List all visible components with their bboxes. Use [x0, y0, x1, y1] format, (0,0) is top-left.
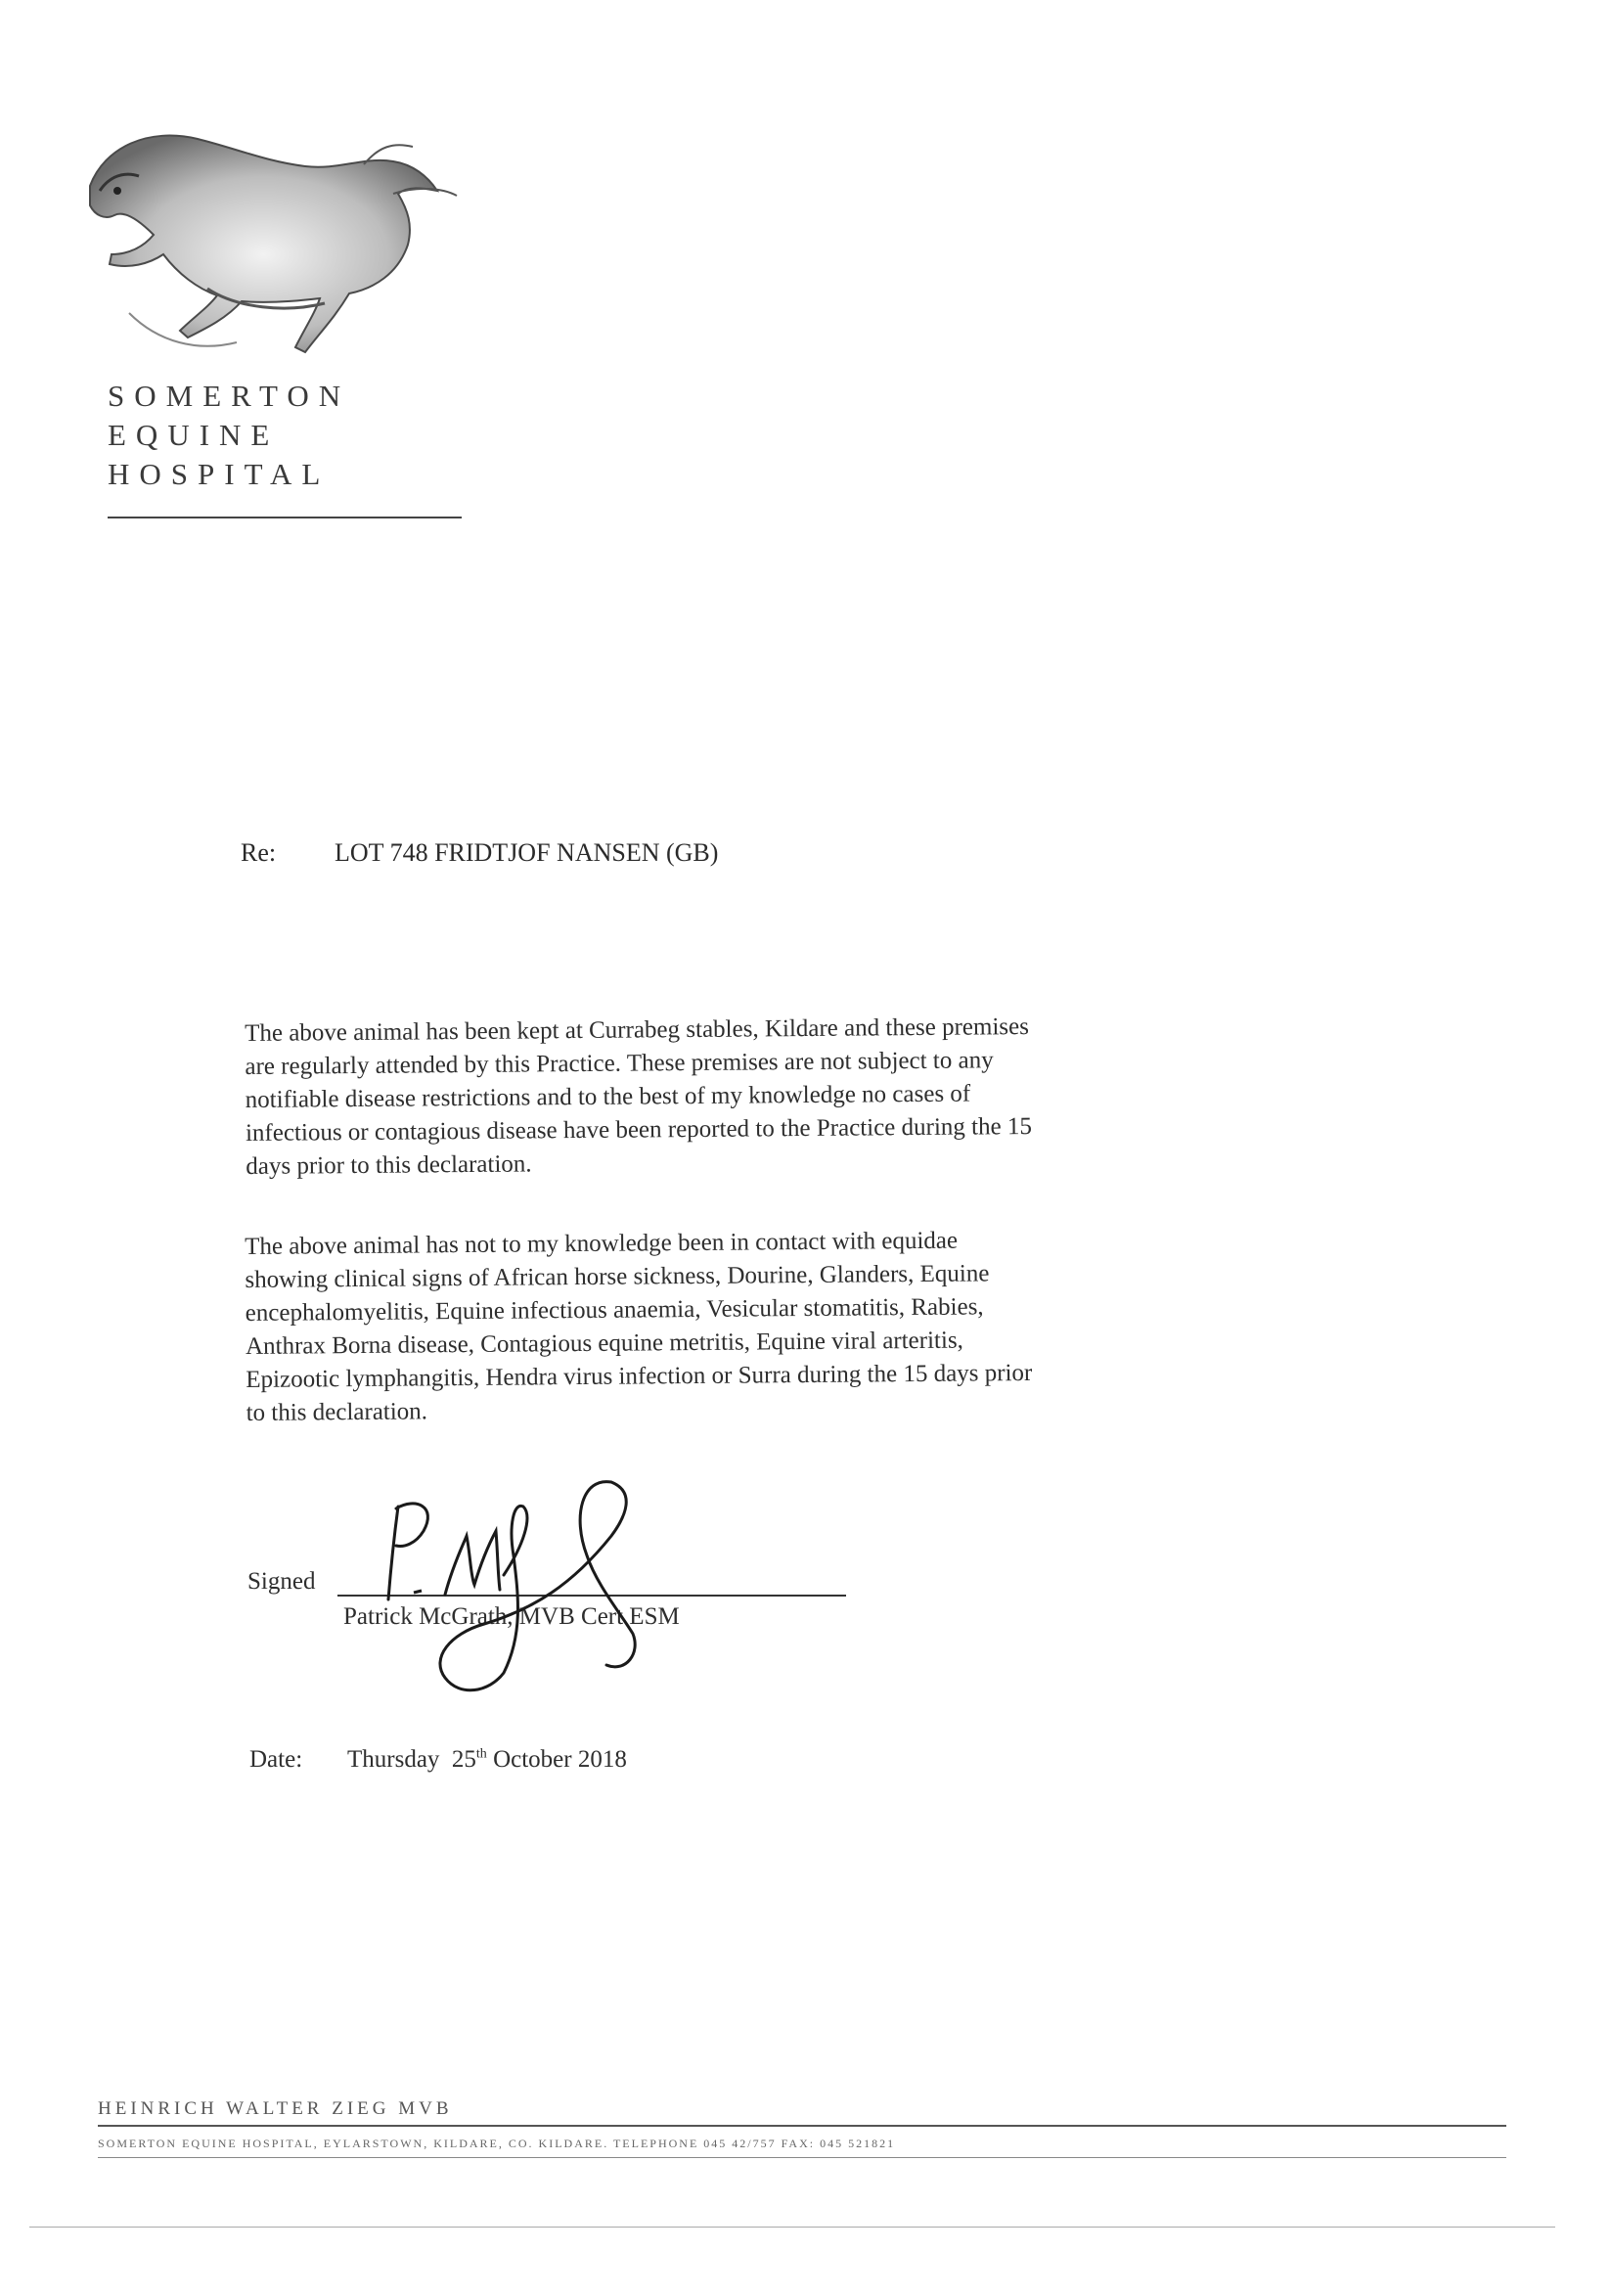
handwritten-signature: [377, 1477, 748, 1702]
paragraph-line: Anthrax Borna disease, Contagious equine metritis, Equine viral arteritis,: [245, 1327, 963, 1360]
hospital-name-line: SOMERTON: [108, 379, 351, 413]
paragraph-line: The above animal has not to my knowledge been in contact with equidae: [245, 1227, 959, 1260]
paragraph-line: The above animal has been kept at Currabeg stables, Kildare and these premises: [245, 1013, 1030, 1047]
letterhead-logo: [70, 117, 462, 372]
paragraph-line: to this declaration.: [246, 1398, 428, 1426]
paragraph-line: days prior to this declaration.: [246, 1150, 532, 1180]
reference-label: Re:: [241, 838, 277, 867]
hospital-name-line: EQUINE: [108, 418, 280, 452]
signatory-name: Patrick McGrath, MVB Cert ESM: [343, 1603, 680, 1630]
paragraph-line: showing clinical signs of African horse sickness, Dourine, Glanders, Equine: [245, 1260, 990, 1293]
paragraph-line: infectious or contagious disease have been reported to the Practice during the 15: [245, 1112, 1033, 1147]
hospital-name: [108, 377, 350, 494]
reference-line: [241, 838, 718, 868]
horse-icon: [70, 117, 462, 372]
date-month-year: October 2018: [493, 1746, 627, 1773]
reference-text: LOT 748 FRIDTJOF NANSEN (GB): [335, 838, 719, 867]
footer-divider: [98, 2125, 1506, 2127]
footer-practitioner: HEINRICH WALTER ZIEG MVB: [98, 2098, 453, 2119]
paragraph-line: encephalomyelitis, Equine infectious anaemia, Vesicular stomatitis, Rabies,: [245, 1293, 984, 1327]
letterhead-divider: [108, 517, 462, 518]
paragraph-line: notifiable disease restrictions and to the best of my knowledge no cases of: [245, 1080, 971, 1113]
date-day: Thursday: [347, 1746, 440, 1773]
date-label: Date:: [249, 1746, 303, 1773]
hospital-name-line: HOSPITAL: [108, 457, 331, 491]
paragraph-premises: [245, 1008, 1321, 1184]
paragraph-line: Epizootic lymphangitis, Hendra virus infection or Surra during the 15 days prior: [246, 1359, 1033, 1393]
paragraph-contact: [245, 1221, 1322, 1430]
paragraph-line: are regularly attended by this Practice. These premises are not subject to any: [245, 1047, 994, 1080]
footer-divider: [98, 2157, 1506, 2158]
date-line: [249, 1746, 627, 1774]
date-suffix: th: [475, 1746, 487, 1762]
date-number: 25: [451, 1746, 476, 1773]
signed-label: Signed: [247, 1568, 316, 1595]
footer-address: SOMERTON EQUINE HOSPITAL, EYLARSTOWN, KILDARE, CO. KILDARE. TELEPHONE 045 42/757 FAX: 045 521821: [98, 2137, 896, 2150]
page-edge-line: [29, 2227, 1555, 2228]
